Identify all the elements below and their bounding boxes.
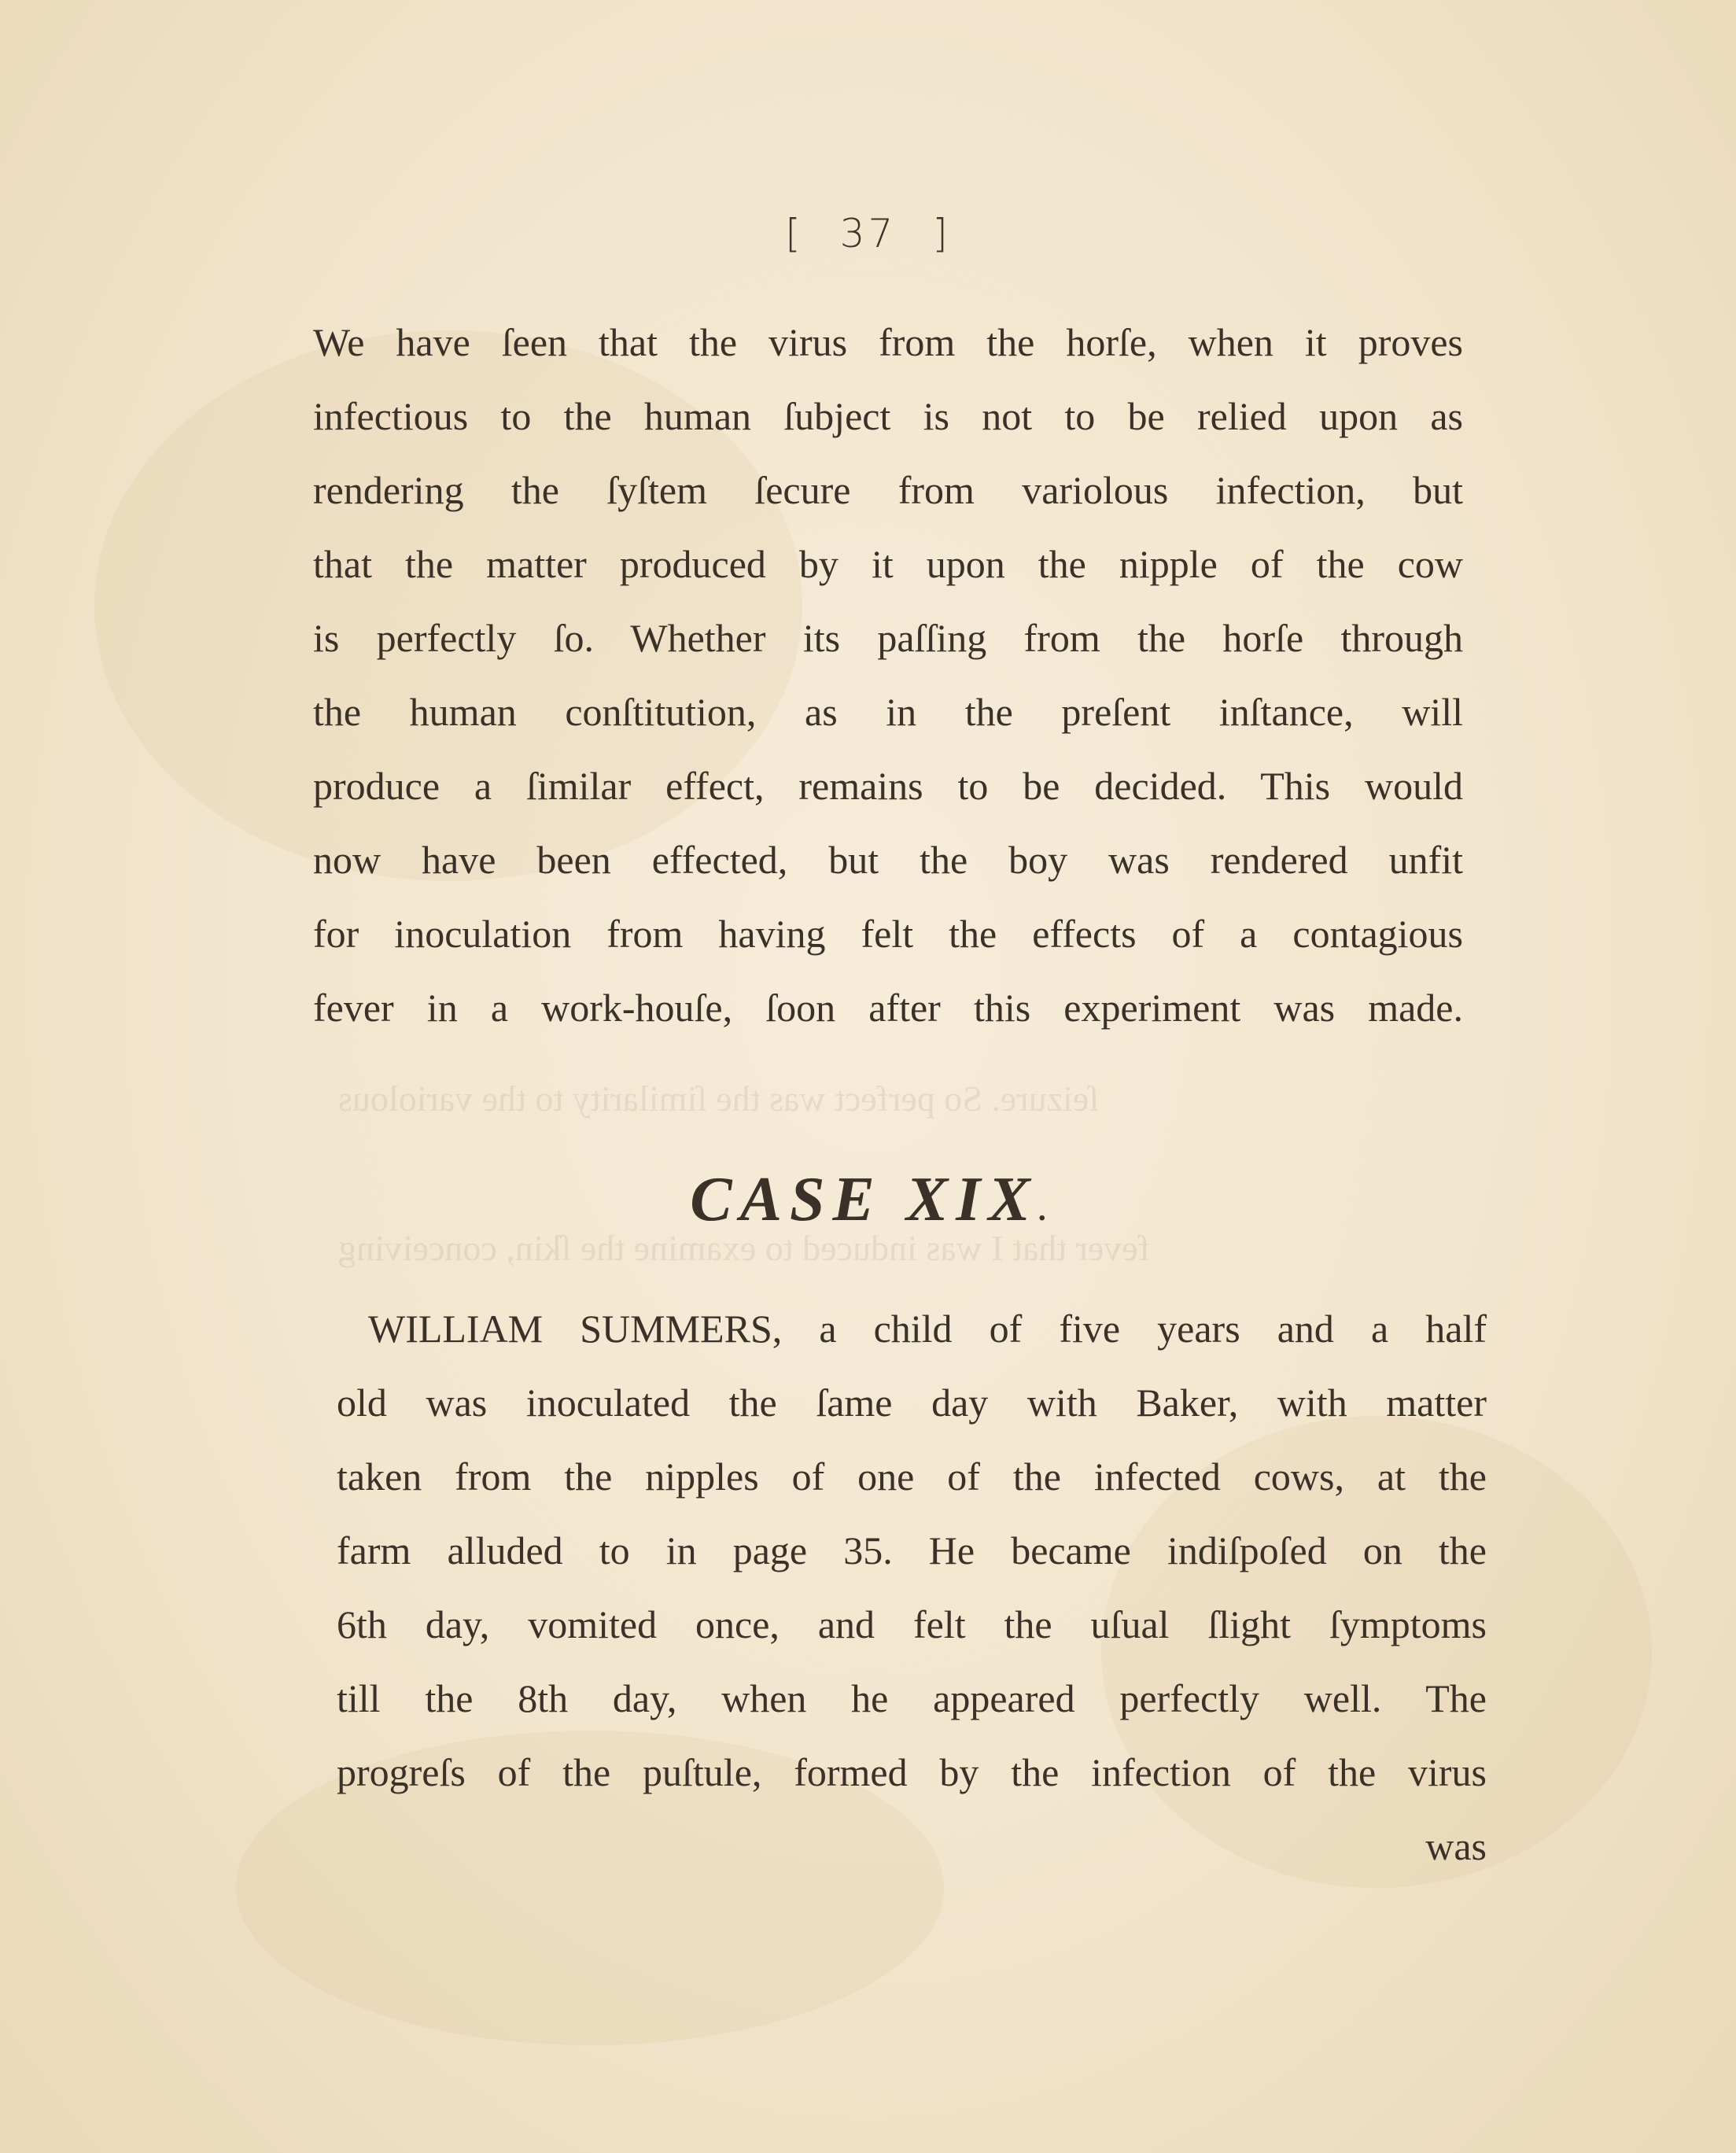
text-line: WILLIAM SUMMERS, a child of five years and a half <box>368 1307 1487 1351</box>
text-line: old was inoculated the ſame day with Baker, with matter <box>337 1381 1487 1425</box>
text-line: We have ſeen that the virus from the horſe, when it proves <box>313 320 1463 364</box>
text-line: 6th day, vomited once, and felt the uſual ſlight ſymptoms <box>337 1602 1487 1646</box>
text-line: infectious to the human ſubject is not to be relied upon as <box>313 394 1463 438</box>
page-number: [ 37 ] <box>785 211 951 256</box>
show-through-ghost: fever that I was induced to examine the ſkin, conceiving <box>338 1228 1151 1268</box>
text-line: rendering the ſyſtem ſecure from variolous infection, but <box>313 468 1463 512</box>
text-line: taken from the nipples of one of the infected cows, at the <box>337 1454 1487 1499</box>
paragraph-case-xix <box>337 1292 1487 1883</box>
show-through-ghost: ſeizure. So perfect was the ſimilarity to the variolous <box>338 1078 1099 1119</box>
text-line: the human conſtitution, as in the preſent inſtance, will <box>313 690 1463 734</box>
catchword: was <box>1425 1824 1487 1868</box>
text-line: now have been effected, but the boy was rendered unfit <box>313 838 1463 882</box>
paragraph-intro <box>313 305 1463 1045</box>
text-line: for inoculation from having felt the effects of a contagious <box>313 912 1463 956</box>
case-title: CASE XIX <box>690 1165 1038 1234</box>
text-line: till the 8th day, when he appeared perfectly well. The <box>337 1676 1487 1720</box>
case-heading <box>0 1164 1736 1236</box>
text-line: progreſs of the puſtule, formed by the infection of the virus <box>337 1750 1487 1794</box>
text-line: that the matter produced by it upon the nipple of the cow <box>313 542 1463 586</box>
text-line: fever in a work-houſe, ſoon after this experiment was made. <box>313 986 1463 1030</box>
text-line: produce a ſimilar effect, remains to be decided. This would <box>313 764 1463 808</box>
text-line: is perfectly ſo. Whether its paſſing from the horſe through <box>313 616 1463 660</box>
text-line: farm alluded to in page 35. He became indiſpoſed on the <box>337 1528 1487 1572</box>
case-heading-mark: . <box>1038 1192 1046 1227</box>
